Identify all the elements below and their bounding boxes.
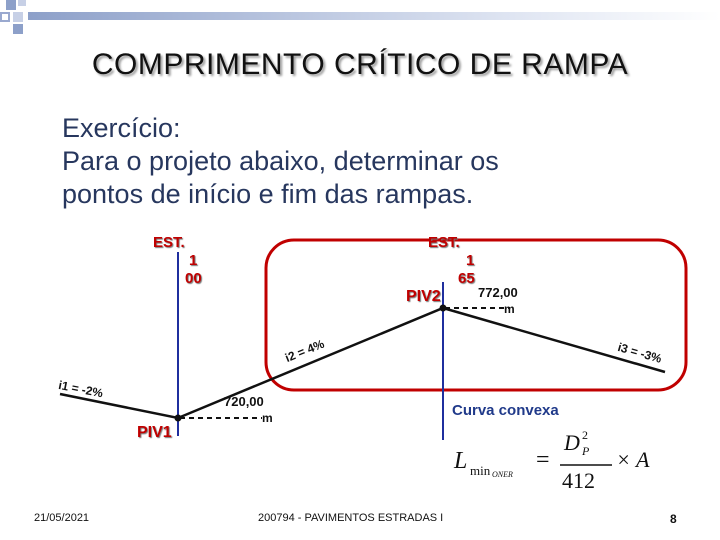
formula-denominator: 412	[562, 468, 595, 493]
formula-lhs-sub2: ONER	[492, 470, 513, 479]
formula-equals: =	[536, 447, 550, 473]
exercise-line-3: pontos de início e fim das rampas.	[62, 179, 474, 209]
elevation-2-value: 772,00	[478, 285, 518, 300]
est-right-number: 1	[466, 252, 475, 269]
piv2-label: PIV2	[406, 288, 441, 305]
elevation-2-unit: m	[504, 302, 515, 316]
elevation-1-value: 720,00	[224, 394, 264, 409]
highlight-box	[266, 240, 686, 390]
formula-numerator: D	[564, 430, 580, 455]
formula-numerator-sup: 2	[582, 428, 588, 442]
formula-lhs-sub: min	[470, 463, 491, 478]
grade-i3-label: i3 = -3%	[616, 340, 664, 366]
elevation-1-unit: m	[262, 411, 273, 425]
formula-times-a: × A	[616, 447, 650, 472]
grade-line	[60, 308, 665, 418]
exercise-line-1: Exercício:	[62, 113, 181, 143]
est-left-label: EST.	[153, 234, 185, 251]
page-number: 8	[670, 512, 677, 526]
exercise-line-2: Para o projeto abaixo, determinar os	[62, 146, 499, 176]
est-left-offset: 00	[185, 270, 202, 287]
slide-title: COMPRIMENTO CRÍTICO DE RAMPA	[91, 48, 629, 81]
piv1-label: PIV1	[137, 424, 172, 441]
est-left-number: 1	[189, 252, 198, 269]
footer-course: 200794 - PAVIMENTOS ESTRADAS I	[258, 512, 444, 524]
formula-lhs: L	[454, 448, 468, 474]
est-right-label: EST.	[428, 234, 460, 251]
grade-i1-label: i1 = -2%	[57, 378, 105, 401]
formula	[454, 430, 654, 500]
footer-date: 21/05/2021	[34, 512, 90, 524]
piv1-point	[175, 415, 182, 422]
formula-numerator-sub: P	[582, 444, 590, 458]
est-right-offset: 65	[458, 270, 475, 287]
curve-type-label: Curva convexa	[452, 402, 559, 419]
grade-i2-label: i2 = 4%	[283, 336, 327, 365]
